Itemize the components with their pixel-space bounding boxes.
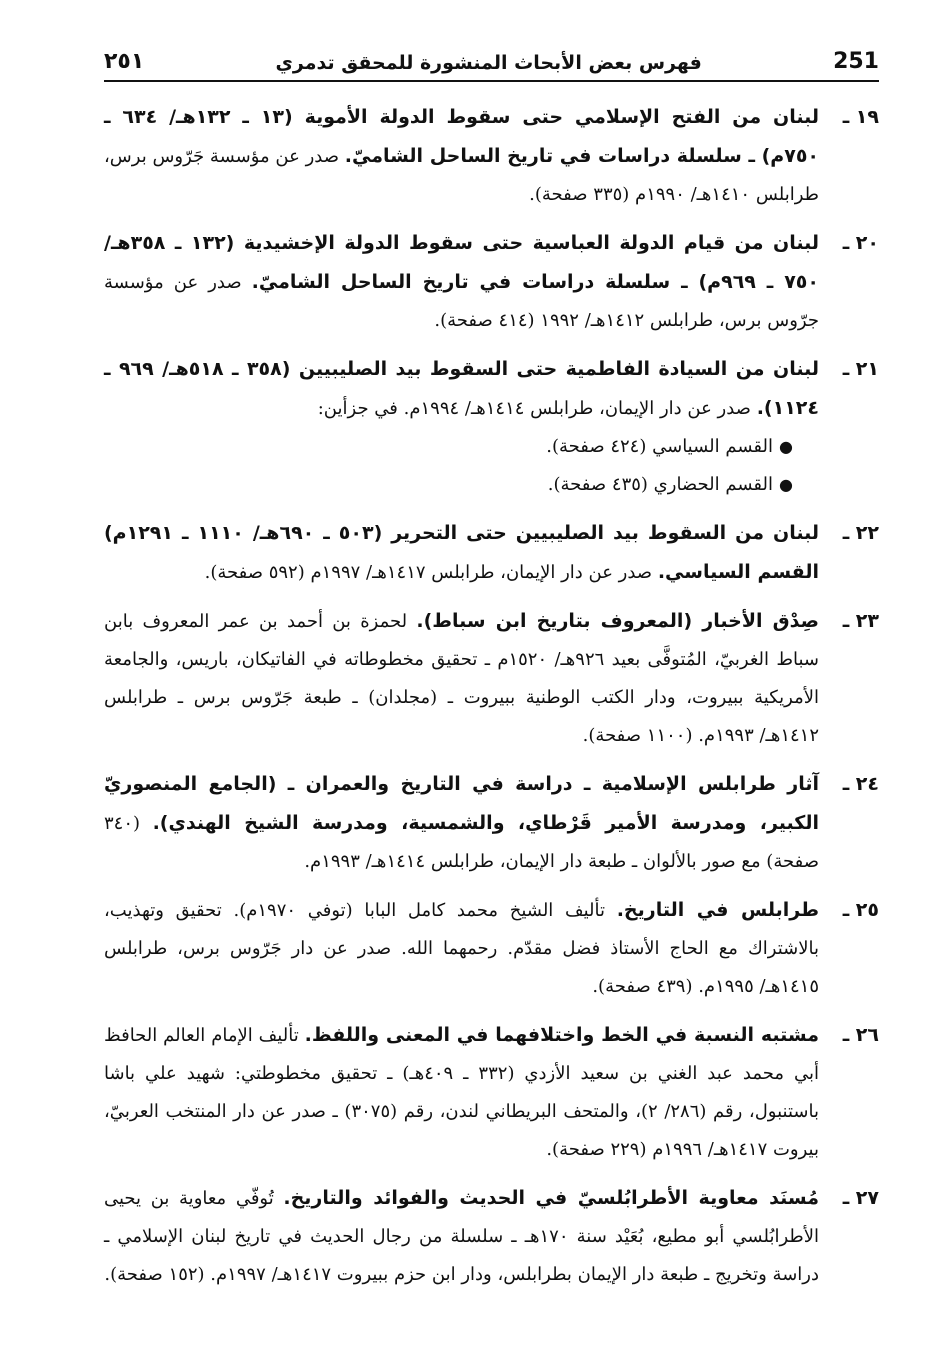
- entry-body: [104, 514, 819, 592]
- entry-number: ٢٤ ـ: [842, 773, 879, 795]
- list-item: [104, 1016, 879, 1169]
- entry-title: لبنان من السقوط بيد الصليبيين حتى التحرير (٥٠٣ ـ ٦٩٠هـ/ ١١١٠ ـ ١٢٩١م) القسم السياسي.: [104, 522, 819, 583]
- list-item: [104, 98, 879, 214]
- running-title: فهرس بعض الأبحاث المنشورة للمحقق تدمري: [275, 52, 702, 74]
- entry-number: ١٩ ـ: [842, 106, 879, 128]
- entry-number: ٢٢ ـ: [842, 522, 879, 544]
- entry-text: صدر عن مؤسسة جَرّوس برس، طرابلس ١٤١٠هـ/ ١٩٩٠م (٣٣٥ صفحة).: [104, 146, 819, 205]
- entry-number: ٢٥ ـ: [842, 899, 879, 921]
- entry-list: [104, 98, 879, 1304]
- entry-body: [104, 1016, 819, 1169]
- running-header: [104, 38, 879, 82]
- entry-text: صدر عن مؤسسة جرّوس برس، طرابلس ١٤١٢هـ/ ١٩٩٢ (٤١٤ صفحة).: [104, 272, 819, 331]
- list-item: [104, 765, 879, 881]
- entry-text: تُوفّي معاوية بن يحيى الأطرابُلسي أبو مطيع، بُعَيْد سنة ١٧٠هـ ـ سلسلة من رجال الحديث في تاريخ لبنان الإسلامي ـ دراسة وتخريج ـ طبعة دار الإيمان بطرابلس، ودار ابن حزم ببيروت ١٤١٧هـ/ ١٩٩٧م. (١٥٢ صفحة).: [104, 1188, 819, 1285]
- list-item: [104, 602, 879, 755]
- entry-title: آثار طرابلس الإسلامية ـ دراسة في التاريخ والعمران ـ (الجامع المنصوريّ الكبير، ومدرسة الأمير قَرْطاي، والشمسية، ومدرسة الشيخ الهندي).: [104, 773, 819, 834]
- entry-text: (٣٤٠ صفحة) مع صور بالألوان ـ طبعة دار الإيمان، طرابلس ١٤١٤هـ/ ١٩٩٣م.: [104, 813, 819, 872]
- entry-title: لبنان من قيام الدولة العباسية حتى سقوط الدولة الإخشيدية (١٣٢ ـ ٣٥٨هـ/ ٧٥٠ ـ ٩٦٩م) ـ سلسلة دراسات في تاريخ الساحل الشاميّ.: [104, 232, 819, 293]
- entry-body: [104, 224, 819, 340]
- list-item: [104, 350, 879, 504]
- entry-title: صِدْق الأخبار (المعروف بتاريخ ابن سباط).: [416, 610, 819, 632]
- entry-body: [104, 602, 819, 755]
- entry-title: مُسنَد معاوية الأطرابُلسيّ في الحديث والفوائد والتاريخ.: [283, 1187, 819, 1209]
- entry-title: لبنان من السيادة الفاطمية حتى السقوط بيد الصليبيين (٣٥٨ ـ ٥١٨هـ/ ٩٦٩ ـ ١١٢٤).: [104, 358, 819, 419]
- entry-number: ٢٣ ـ: [842, 610, 879, 632]
- entry-body: [104, 98, 819, 214]
- entry-body: [104, 891, 819, 1006]
- list-item: [104, 514, 879, 592]
- entry-body: [104, 350, 819, 504]
- entry-text: صدر عن دار الإيمان، طرابلس ١٤١٧هـ/ ١٩٩٧م (٥٩٢ صفحة).: [204, 562, 653, 583]
- entry-text: لحمزة بن أحمد بن عمر المعروف بابن سباط الغربيّ، المُتوفَّى بعيد ٩٢٦هـ/ ١٥٢٠م ـ تحقيق مخطوطاته في الفاتيكان، باريس، والجامعة الأمريكية ببيروت، ودار الكتب الوطنية ببيروت ـ (مجلدان) ـ طبعة جَرّوس برس ـ طرابلس ١٤١٢هـ/ ١٩٩٣م. (١١٠٠ صفحة).: [104, 611, 819, 746]
- page-number-latin: 251: [833, 49, 879, 74]
- bullet-item: [104, 428, 819, 466]
- page-number-arabic: ٢٥١: [104, 49, 145, 74]
- list-item: [104, 224, 879, 340]
- bullet-text: القسم الحضاري (٤٣٥ صفحة).: [547, 474, 773, 495]
- bullet-text: القسم السياسي (٤٢٤ صفحة).: [546, 436, 773, 457]
- entry-number: ٢١ ـ: [842, 358, 879, 380]
- bullet-icon: ●: [779, 437, 793, 456]
- entry-text: تأليف الإمام العالم الحافظ أبي محمد عبد الغني بن سعيد الأزدي (٣٣٢ ـ ٤٠٩هـ) ـ تحقيق مخطوطتي: شهيد علي باشا باستنبول، رقم (٢٨٦/ ٢)، والمتحف البريطاني لندن، رقم (٣٠٧٥) ـ صدر عن دار المنتخب العربيّ، بيروت ١٤١٧هـ/ ١٩٩٦م (٢٢٩ صفحة).: [104, 1025, 819, 1160]
- bullet-icon: ●: [779, 475, 793, 494]
- bullet-item: [104, 466, 819, 504]
- entry-title: مشتبه النسبة في الخط واختلافهما في المعنى واللفظ.: [304, 1024, 819, 1046]
- entry-number: ٢٠ ـ: [842, 232, 879, 254]
- entry-title: طرابلس في التاريخ.: [616, 899, 820, 921]
- entry-number: ٢٧ ـ: [842, 1187, 879, 1209]
- entry-text: صدر عن دار الإيمان، طرابلس ١٤١٤هـ/ ١٩٩٤م. في جزأين:: [317, 398, 751, 419]
- entry-number: ٢٦ ـ: [842, 1024, 879, 1046]
- entry-body: [104, 765, 819, 881]
- entry-body: [104, 1179, 819, 1294]
- list-item: [104, 1179, 879, 1294]
- entry-text: تأليف الشيخ محمد كامل البابا (توفي ١٩٧٠م). تحقيق وتهذيب، بالاشتراك مع الحاج الأستاذ فضل مقدّم. رحمهما الله. صدر عن دار جَرّوس برس، طرابلس ١٤١٥هـ/ ١٩٩٥م. (٤٣٩ صفحة).: [104, 900, 819, 997]
- entry-title: لبنان من الفتح الإسلامي حتى سقوط الدولة الأموية (١٣ ـ ١٣٢هـ/ ٦٣٤ ـ ٧٥٠م) ـ سلسلة دراسات في تاريخ الساحل الشاميّ.: [104, 106, 820, 167]
- list-item: [104, 891, 879, 1006]
